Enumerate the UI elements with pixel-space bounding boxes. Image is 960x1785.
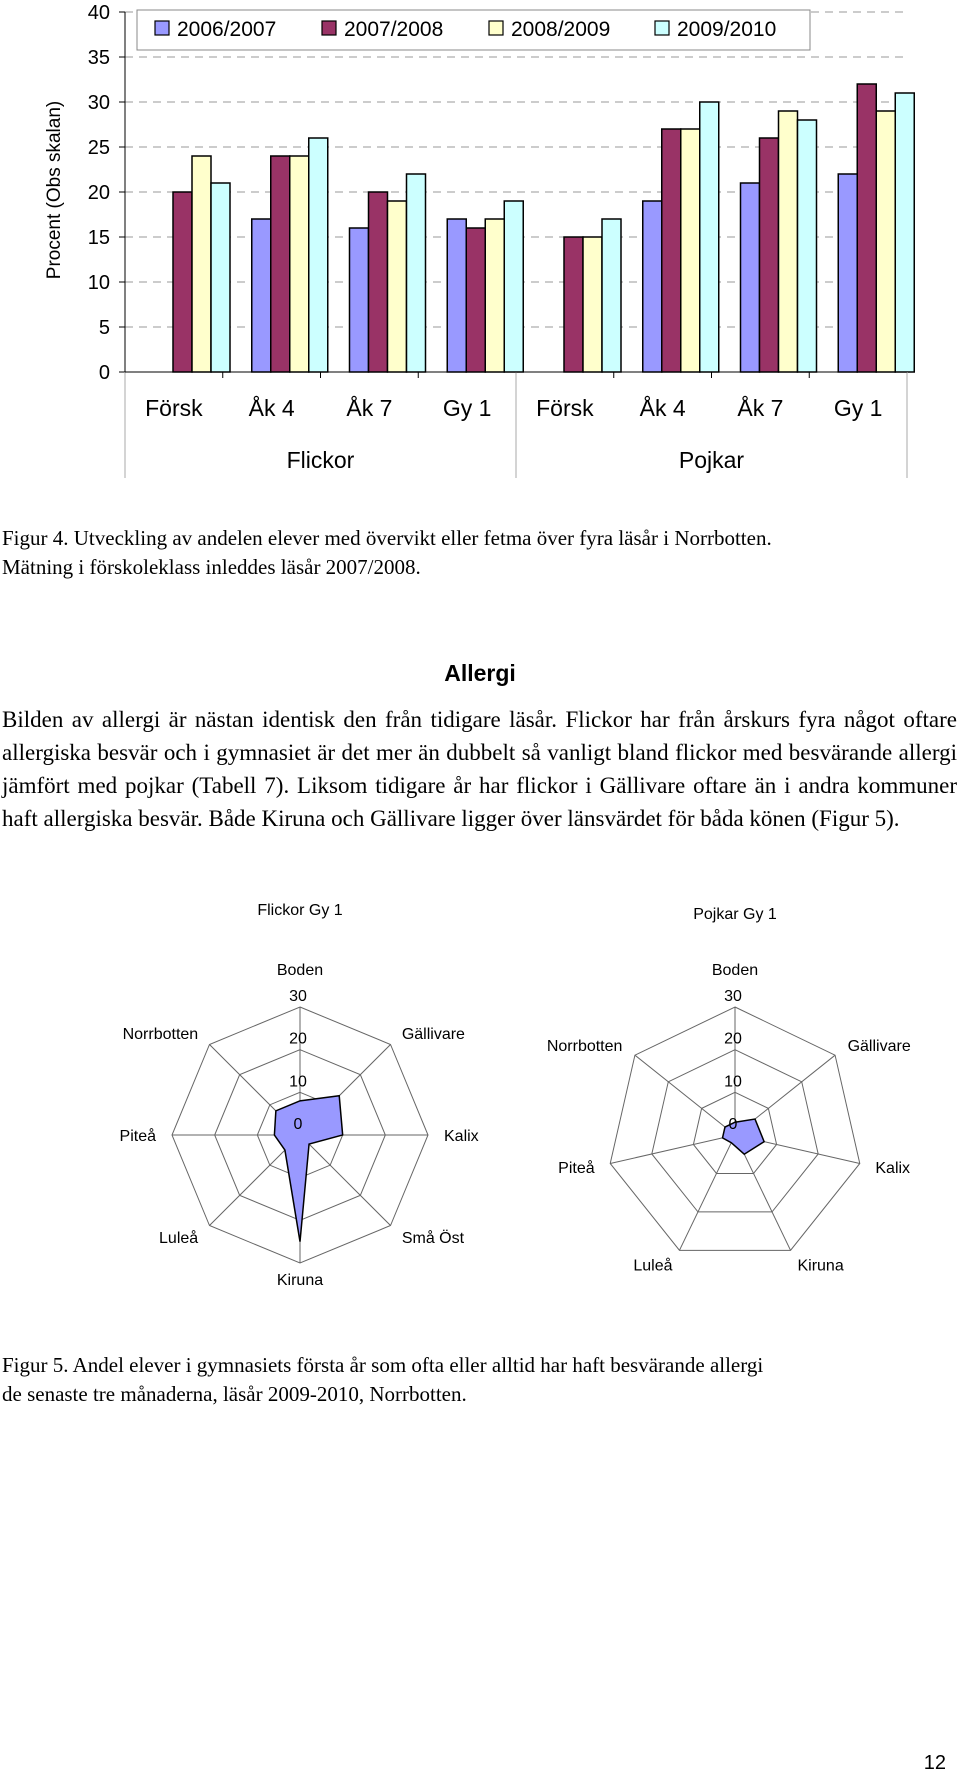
radar-axis-label: Kiruna bbox=[797, 1257, 844, 1275]
radar-axis-label: Boden bbox=[276, 962, 324, 979]
bar bbox=[564, 237, 583, 372]
radar-tick-label: 30 bbox=[289, 988, 307, 1005]
y-tick-label: 30 bbox=[87, 92, 110, 114]
chart-legend bbox=[137, 10, 810, 50]
bar bbox=[760, 138, 779, 372]
radar-axis-label: Boden bbox=[711, 962, 759, 979]
radar-axis-label: Norrbotten bbox=[546, 1038, 623, 1056]
bar-chart bbox=[0, 0, 960, 480]
radar-axis-label: Små Öst bbox=[401, 1229, 465, 1247]
x-tick-label: Åk 4 bbox=[248, 395, 295, 421]
x-tick-label: Gy 1 bbox=[833, 395, 883, 421]
y-axis-label: Procent (Obs skalan) bbox=[44, 100, 65, 280]
bar bbox=[369, 192, 388, 372]
radar-axis-label: Kalix bbox=[444, 1128, 479, 1145]
y-tick-label: 10 bbox=[87, 272, 110, 294]
radar-tick-label: 10 bbox=[289, 1073, 307, 1091]
x-tick-label: Gy 1 bbox=[442, 395, 492, 421]
radar-axis-label: Kiruna bbox=[276, 1272, 324, 1289]
legend-swatch bbox=[155, 21, 169, 35]
figure4-caption-line2: Mätning i förskoleklass inleddes läsår 2007/2008. bbox=[2, 555, 421, 579]
x-tick-label: Försk bbox=[536, 395, 594, 421]
bar bbox=[504, 201, 523, 372]
bar bbox=[779, 111, 798, 372]
bar bbox=[211, 183, 230, 372]
bar bbox=[271, 156, 290, 372]
bar bbox=[192, 156, 211, 372]
radar-chart-flickor bbox=[119, 895, 479, 1295]
x-tick-label: Åk 7 bbox=[737, 395, 784, 421]
bar bbox=[447, 219, 466, 372]
figure4-caption-line1: Figur 4. Utveckling av andelen elever med övervikt eller fetma över fyra läsår i Norrbotten. bbox=[2, 526, 772, 550]
radar-axis-label: Piteå bbox=[119, 1128, 156, 1145]
y-tick-label: 40 bbox=[87, 2, 110, 24]
bar bbox=[350, 228, 369, 372]
radar-tick-label: 30 bbox=[724, 988, 742, 1005]
figure5-caption-line2: de senaste tre månaderna, läsår 2009-2010, Norrbotten. bbox=[2, 1382, 467, 1406]
bar bbox=[681, 129, 700, 372]
radar-spoke bbox=[679, 1135, 735, 1250]
allergi-paragraph: Bilden av allergi är nästan identisk den från tidigare läsår. Flickor har från årskurs fyra något oftare allergiska besvär och i gymnasiet är det mer än dubbelt så vanligt bland flickor med besvärande allergi jämfört med pojkar (Tabell 7). Liksom tidigare år har flickor i Gällivare oftare än i andra kommuner haft allergiska besvär. Både Kiruna och Gällivare ligger över länsvärdet för båda könen (Figur 5). bbox=[2, 707, 957, 831]
y-tick-label: 0 bbox=[98, 362, 110, 384]
legend-label: 2006/2007 bbox=[177, 18, 277, 41]
figure5-caption-line1: Figur 5. Andel elever i gymnasiets första år som ofta eller alltid har haft besvärande allergi bbox=[2, 1353, 764, 1377]
bar bbox=[290, 156, 309, 372]
y-tick-label: 20 bbox=[87, 182, 110, 204]
radar-axis-label: Luleå bbox=[159, 1229, 199, 1247]
radar-tick-label: 10 bbox=[724, 1073, 742, 1091]
radar-chart-pojkar bbox=[546, 895, 945, 1295]
bar bbox=[466, 228, 485, 372]
y-tick-label: 5 bbox=[98, 317, 110, 339]
radar-series bbox=[274, 1096, 342, 1242]
bar bbox=[741, 183, 760, 372]
group-label: Pojkar bbox=[678, 447, 745, 473]
bar bbox=[895, 93, 914, 372]
radar-axis-label: Piteå bbox=[558, 1160, 595, 1178]
y-tick-label: 35 bbox=[87, 47, 110, 69]
legend-label: 2007/2008 bbox=[344, 18, 444, 41]
radar-title: Pojkar Gy 1 bbox=[693, 906, 777, 923]
radar-axis-label: Gällivare bbox=[401, 1026, 465, 1044]
bar bbox=[700, 102, 719, 372]
bar bbox=[252, 219, 271, 372]
bar bbox=[485, 219, 504, 372]
radar-tick-label: 0 bbox=[728, 1116, 738, 1133]
legend-swatch bbox=[655, 21, 669, 35]
radar-axis-label: Gällivare bbox=[847, 1038, 911, 1056]
radar-spoke bbox=[610, 1135, 735, 1163]
bar bbox=[388, 201, 407, 372]
figure5-caption bbox=[2, 1351, 952, 1409]
y-tick-label: 25 bbox=[87, 137, 110, 159]
radar-axis-label: Kalix bbox=[875, 1160, 911, 1178]
bar bbox=[407, 174, 426, 372]
bar bbox=[798, 120, 817, 372]
radar-tick-label: 0 bbox=[293, 1116, 303, 1133]
bar bbox=[583, 237, 602, 372]
y-tick-label: 15 bbox=[87, 227, 110, 249]
radar-spoke bbox=[300, 1135, 391, 1226]
bar bbox=[662, 129, 681, 372]
radar-axis-label: Luleå bbox=[633, 1257, 673, 1275]
figure4-caption bbox=[2, 524, 952, 582]
bar bbox=[857, 84, 876, 372]
bar bbox=[876, 111, 895, 372]
bar bbox=[602, 219, 621, 372]
bar bbox=[838, 174, 857, 372]
x-tick-label: Åk 4 bbox=[639, 395, 686, 421]
bar bbox=[173, 192, 192, 372]
legend-swatch bbox=[322, 21, 336, 35]
x-tick-label: Åk 7 bbox=[346, 395, 393, 421]
radar-tick-label: 20 bbox=[289, 1030, 307, 1048]
legend-label: 2008/2009 bbox=[511, 18, 611, 41]
radar-tick-label: 20 bbox=[724, 1030, 742, 1048]
radar-spoke bbox=[635, 1055, 735, 1135]
bar bbox=[643, 201, 662, 372]
radar-axis-label: Norrbotten bbox=[122, 1026, 199, 1044]
allergi-heading: Allergi bbox=[444, 660, 516, 686]
radar-title: Flickor Gy 1 bbox=[257, 902, 343, 919]
legend-label: 2009/2010 bbox=[677, 18, 777, 41]
bar bbox=[309, 138, 328, 372]
x-tick-label: Försk bbox=[145, 395, 203, 421]
legend-swatch bbox=[489, 21, 503, 35]
page-number: 12 bbox=[923, 1752, 946, 1774]
group-label: Flickor bbox=[286, 447, 355, 473]
